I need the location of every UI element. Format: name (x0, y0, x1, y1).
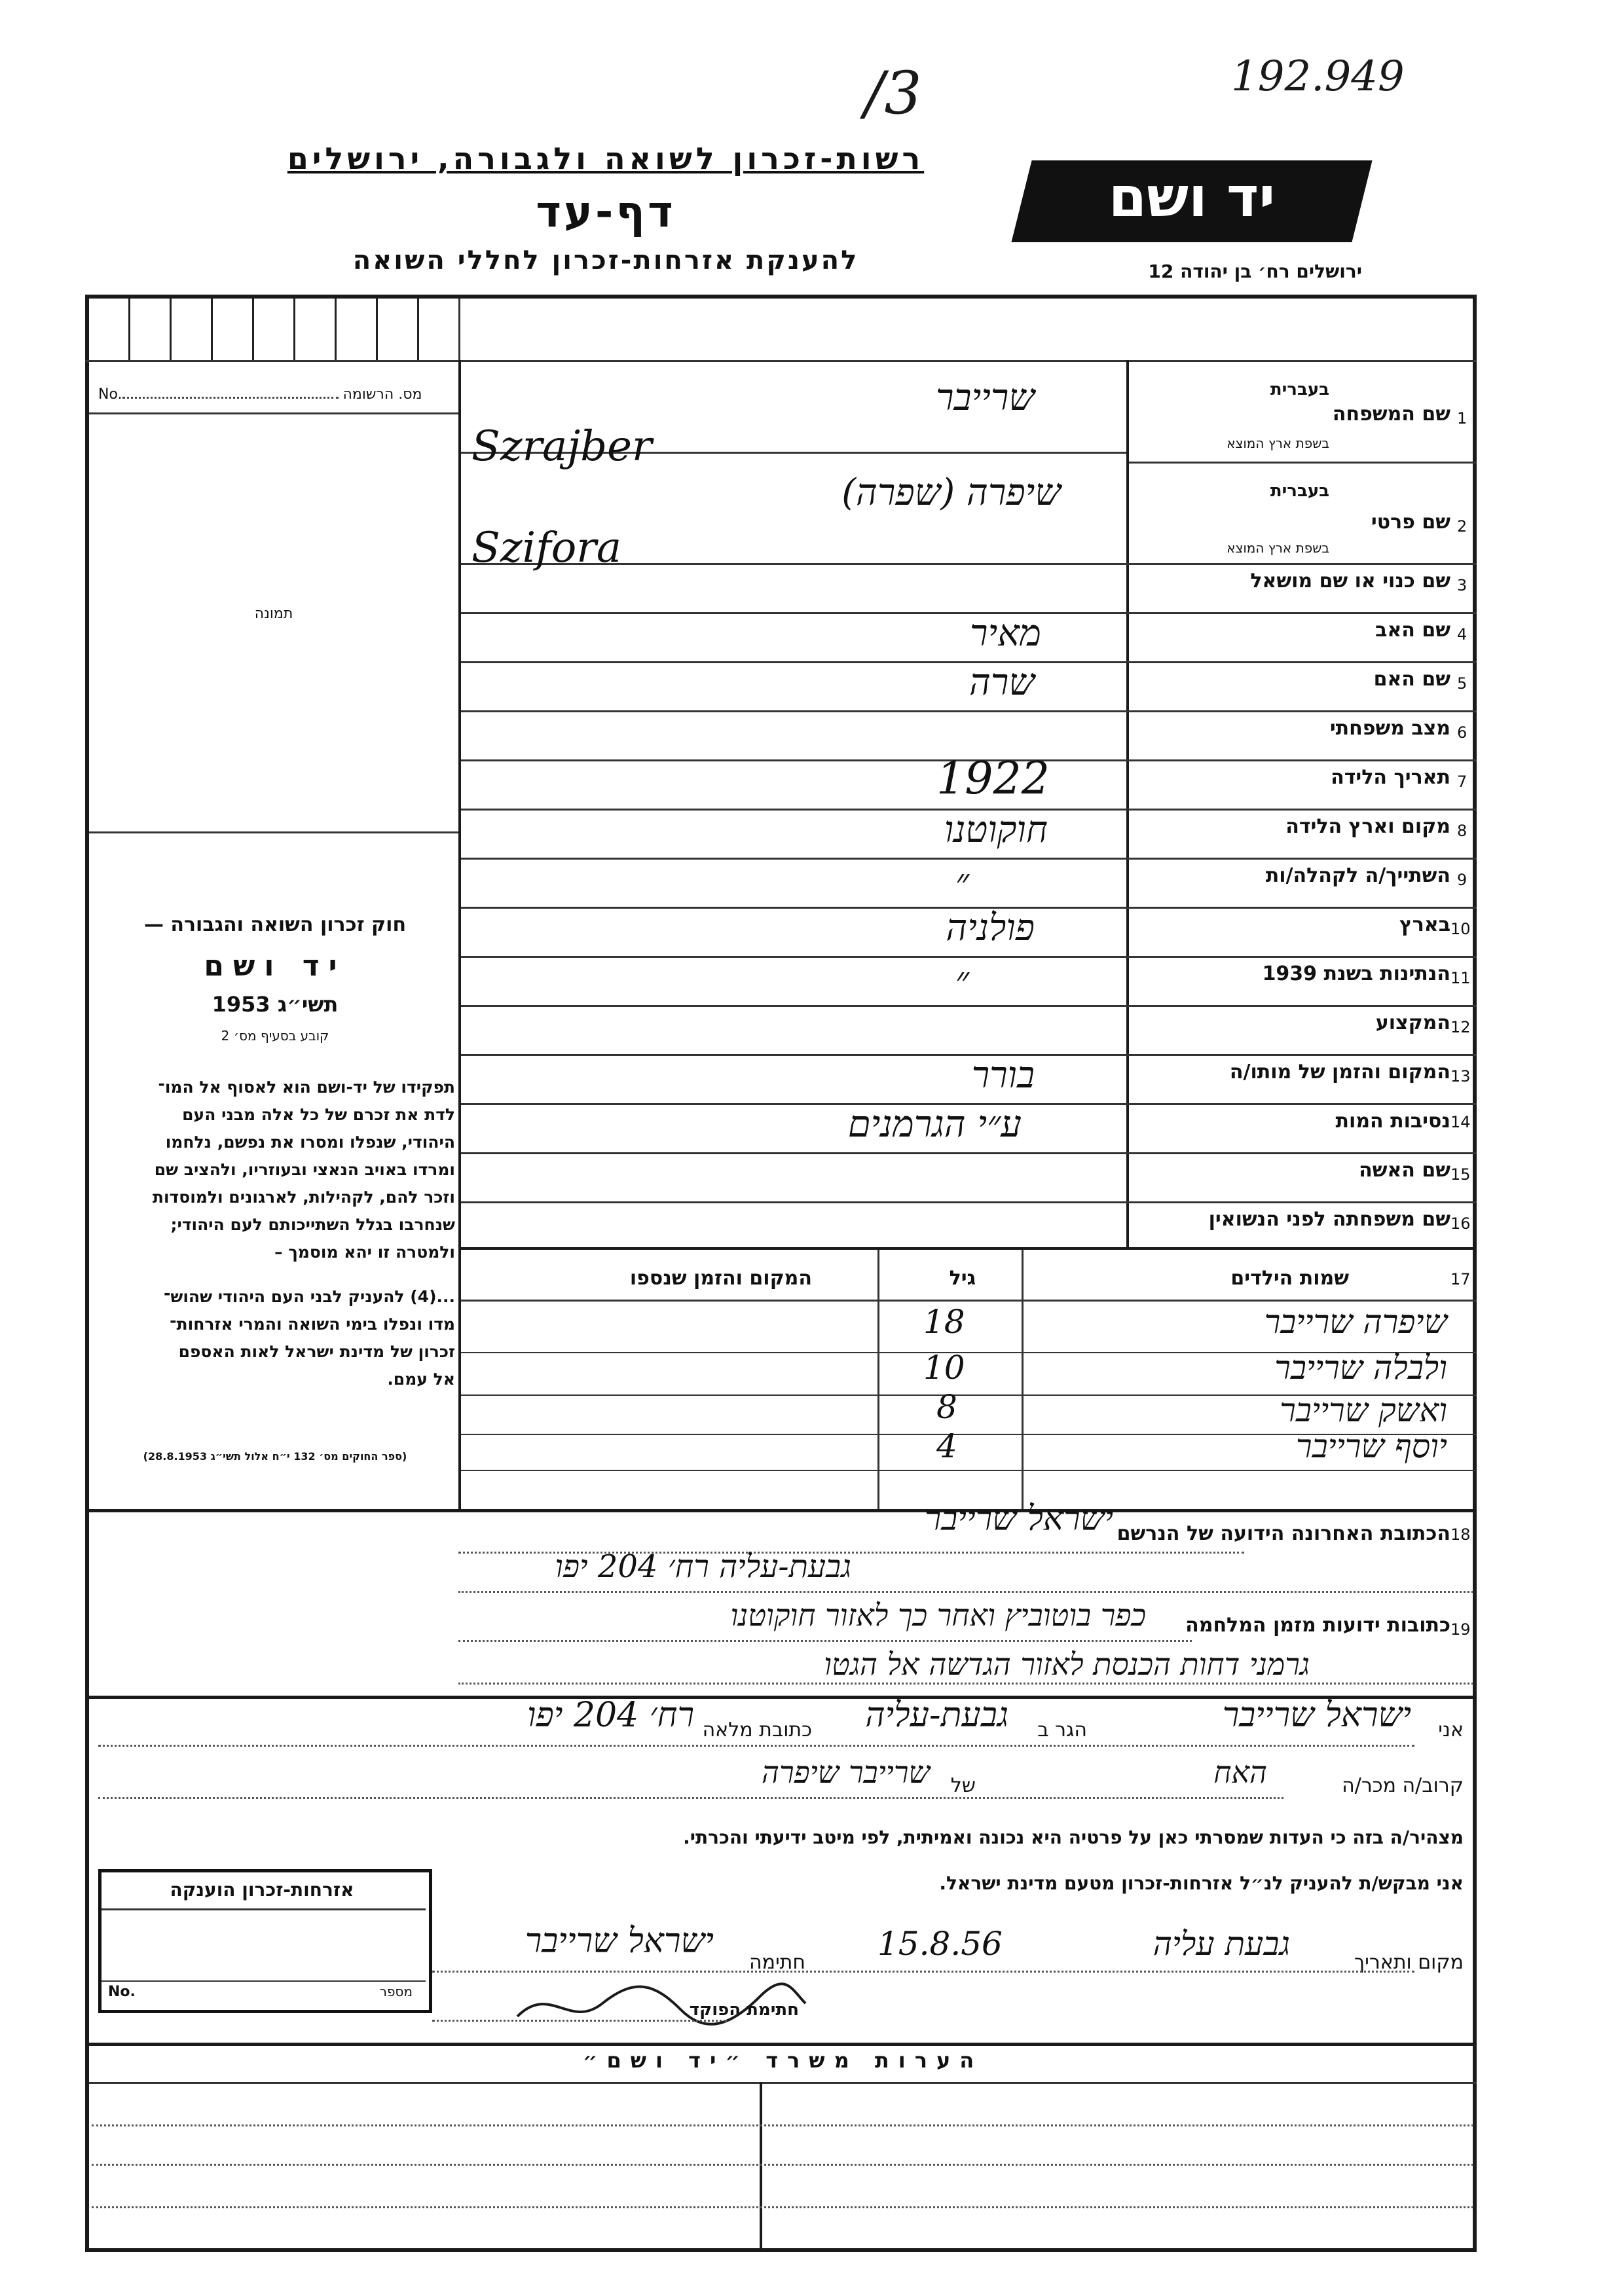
officer-signature-label: חתימת הפוקד (689, 2000, 799, 2020)
registry-no: No. מס. הרשומה (98, 386, 422, 403)
field-19-label: כתובות ידועות מזמן המלחמה (1185, 1614, 1450, 1637)
field-11-number: 11 (1450, 969, 1471, 987)
form-subtitle: להענקת אזרחות-זכרון לחללי השואה (352, 246, 859, 276)
law-reference: (ספר החוקים מס׳ 132 י״ח אלול תשי״ג 28.8.1953) (143, 1450, 407, 1463)
law-clause: קובע בסעיף מס׳ 2 (221, 1028, 329, 1044)
of-value[interactable]: שרייבר שיפרה (762, 1755, 930, 1790)
field-15-number: 15 (1450, 1165, 1471, 1184)
wartime-address-value[interactable]: כפר בוטוביץ ואחר כך לאזור חוקוטנו (730, 1597, 1146, 1633)
citizenship-request: אני מבקש/ת להעניק לנ״ל אזרחות-זכרון מטעם מדינת ישראל. (939, 1872, 1464, 1894)
field-1-foreign-tag: בשפת ארץ המוצא (1227, 435, 1329, 451)
field-13-number: 13 (1450, 1067, 1471, 1085)
field-10-label: בארץ (1399, 913, 1450, 936)
field-3-number: 3 (1457, 576, 1467, 594)
field-15-label: שם האשה (1359, 1159, 1450, 1182)
relative-value[interactable]: האח (1213, 1755, 1267, 1790)
field-12-number: 12 (1450, 1018, 1471, 1036)
field-6-label: מצב משפחתי (1329, 717, 1450, 740)
declarant-signature[interactable]: ישראל שרייבר (525, 1922, 714, 1961)
field-7-label: תאריך הלידה (1331, 766, 1450, 789)
child-2-age[interactable]: 10 (923, 1349, 965, 1387)
declaration-statement: מצהיר/ה בזה כי העדות שמסרתי כאן על פרטיה היא נכונה ואמיתית, לפי מיטב ידיעתי והכרתי. (683, 1827, 1464, 1848)
field-5-label: שם האם (1373, 668, 1450, 691)
declarant-name[interactable]: ישראל שרייבר (1222, 1696, 1411, 1735)
officer-signature-scribble (511, 1971, 812, 2036)
photo-area-label: תמונה (254, 606, 293, 622)
citizenship-box-number-label: מספר (379, 1984, 413, 1999)
field-4-label: שם האב (1375, 619, 1450, 642)
children-place-header: המקום והזמן שנספו (629, 1267, 812, 1290)
signature-label: חתימה (748, 1951, 805, 1974)
field-2-label: שם פרטי (1371, 511, 1450, 534)
children-age-header: גיל (949, 1267, 976, 1290)
full-address-label: כתובת מלאה (702, 1719, 812, 1741)
field-3-label: שם כנוי או שם מושאל (1250, 570, 1450, 592)
child-3-age[interactable]: 8 (936, 1388, 957, 1426)
logo-text: יד ושם (1108, 165, 1276, 229)
of-label: של (950, 1774, 976, 1797)
birth-date-value[interactable]: 1922 (936, 753, 1050, 805)
mother-name-value[interactable]: שרה (969, 661, 1035, 704)
field-2-foreign-tag: בשפת ארץ המוצא (1227, 540, 1329, 556)
field-11-label: הנתינות בשנת 1939 (1262, 962, 1450, 985)
country-value[interactable]: פולניה (946, 907, 1035, 949)
death-place-value[interactable]: בורר (971, 1054, 1035, 1097)
community-value[interactable]: ״ (955, 861, 969, 903)
field-16-label: שם משפחתה לפני הנשואין (1208, 1208, 1450, 1231)
field-19-number: 19 (1450, 1620, 1471, 1639)
field-10-number: 10 (1450, 920, 1471, 938)
law-title: חוק זכרון השואה והגבורה — (143, 913, 407, 936)
wartime-address-value-2[interactable]: גרמני דחות הכנסת לאזור הגדשה אל הגטו (824, 1647, 1310, 1682)
field-14-number: 14 (1450, 1113, 1471, 1131)
field-2-hebrew-tag: בעברית (1270, 481, 1329, 501)
field-17-number: 17 (1450, 1270, 1471, 1288)
children-names-header: שמות הילדים (1230, 1267, 1349, 1290)
death-circumstances-value[interactable]: ע״י הגרמנים (847, 1103, 1022, 1146)
field-9-label: השתייך/ה לקהלה/ות (1265, 864, 1450, 887)
citizenship-box-no: No. (108, 1984, 136, 2000)
field-12-label: המקצוע (1375, 1011, 1450, 1034)
child-1-name[interactable]: שיפרה שרייבר (1264, 1303, 1447, 1341)
date-value[interactable]: 15.8.56 (877, 1925, 1003, 1963)
child-1-age[interactable]: 18 (923, 1303, 965, 1341)
field-8-number: 8 (1457, 822, 1467, 840)
form-title: דף-עד (536, 187, 676, 237)
law-name: יד ושם (204, 949, 346, 983)
place-value[interactable]: גבעת עליה (1153, 1925, 1290, 1963)
declarant-label: אני (1438, 1719, 1464, 1741)
field-18-label: הכתובת האחרונה הידועה של הנרשם (1116, 1522, 1450, 1545)
child-3-name[interactable]: ואשק שרייבר (1280, 1391, 1447, 1429)
field-2-number: 2 (1457, 517, 1467, 536)
field-6-number: 6 (1457, 723, 1467, 742)
law-text: תפקידו של יד-ושם הוא לאסוף אל המו־ לדת את זכרם של כל אלה מבני העם היהודי, שנפלו ומסרו את נפשם, נלחמו ומרדו באויב הנאצי ובעוזריו, ולהציב שם וזכר להם, לקהילות, לארגונים ולמוסדות שנחרבו בגלל השתייכותם לעם היהודי; ולמטרה זו יהא מוסמך – ...(4) להעניק לבני העם היהודי שהוש־ מדו ונפלו בימי השואה והמרי אזרחות־ זכרון של מדינת ישראל לאות האספם אל עמם. (152, 1078, 455, 1389)
father-name-value[interactable]: מאיר (970, 612, 1041, 655)
field-7-number: 7 (1457, 773, 1467, 791)
field-13-label: המקום והזמן של מותו/ה (1229, 1061, 1450, 1084)
field-18-number: 18 (1450, 1525, 1471, 1544)
field-1-hebrew-tag: בעברית (1270, 380, 1329, 399)
citizenship-box-title: אזרחות-זכרון הוענקה (170, 1879, 354, 1901)
office-address: ירושלים רח׳ בן יהודה 12 (1148, 261, 1362, 282)
resides-label: הגר ב (1037, 1719, 1087, 1741)
field-1-number: 1 (1457, 409, 1467, 428)
field-1-label: שם המשפחה (1332, 403, 1450, 426)
field-8-label: מקום וארץ הלידה (1285, 815, 1450, 838)
field-4-number: 4 (1457, 625, 1467, 644)
field-16-number: 16 (1450, 1214, 1471, 1233)
field-14-label: נסיבות המות (1335, 1110, 1450, 1133)
first-name-foreign[interactable]: Szifora (471, 524, 621, 572)
nationality-value[interactable]: ״ (955, 959, 969, 1002)
field-9-number: 9 (1457, 871, 1467, 889)
office-notes-title: הערות משרד ״יד ושם״ (582, 2048, 984, 2073)
law-year: תשי״ג 1953 (212, 992, 339, 1017)
last-address-name[interactable]: ישראל שרייבר (924, 1499, 1113, 1539)
family-name-hebrew[interactable]: שרייבר (935, 376, 1035, 419)
last-address-value[interactable]: גבעת-עליה רח׳ 204 יפו (555, 1548, 851, 1585)
relative-label: קרוב/ה מכר/ה (1342, 1774, 1464, 1797)
child-4-age[interactable]: 4 (936, 1427, 957, 1465)
first-name-hebrew[interactable]: שיפרה (שפרה) (841, 471, 1061, 514)
birth-place-value[interactable]: חוקוטנו (944, 809, 1048, 851)
full-address-value[interactable]: רח׳ 204 יפו (527, 1696, 694, 1735)
top-code-boxes (89, 299, 459, 360)
child-2-name[interactable]: ולבלה שרייבר (1274, 1349, 1447, 1387)
field-5-number: 5 (1457, 674, 1467, 693)
child-4-name[interactable]: יוסף שרייבר (1296, 1427, 1447, 1465)
place-date-label: מקום ותאריך (1354, 1951, 1464, 1974)
resides-value[interactable]: גבעת-עליה (865, 1696, 1008, 1735)
archive-number: 192.949 (1231, 52, 1405, 101)
folio-number: /3 (864, 59, 922, 128)
family-name-foreign[interactable]: Szrajber (471, 422, 652, 471)
authority-title: רשות-זכרון לשואה ולגבורה, ירושלים (287, 141, 925, 176)
